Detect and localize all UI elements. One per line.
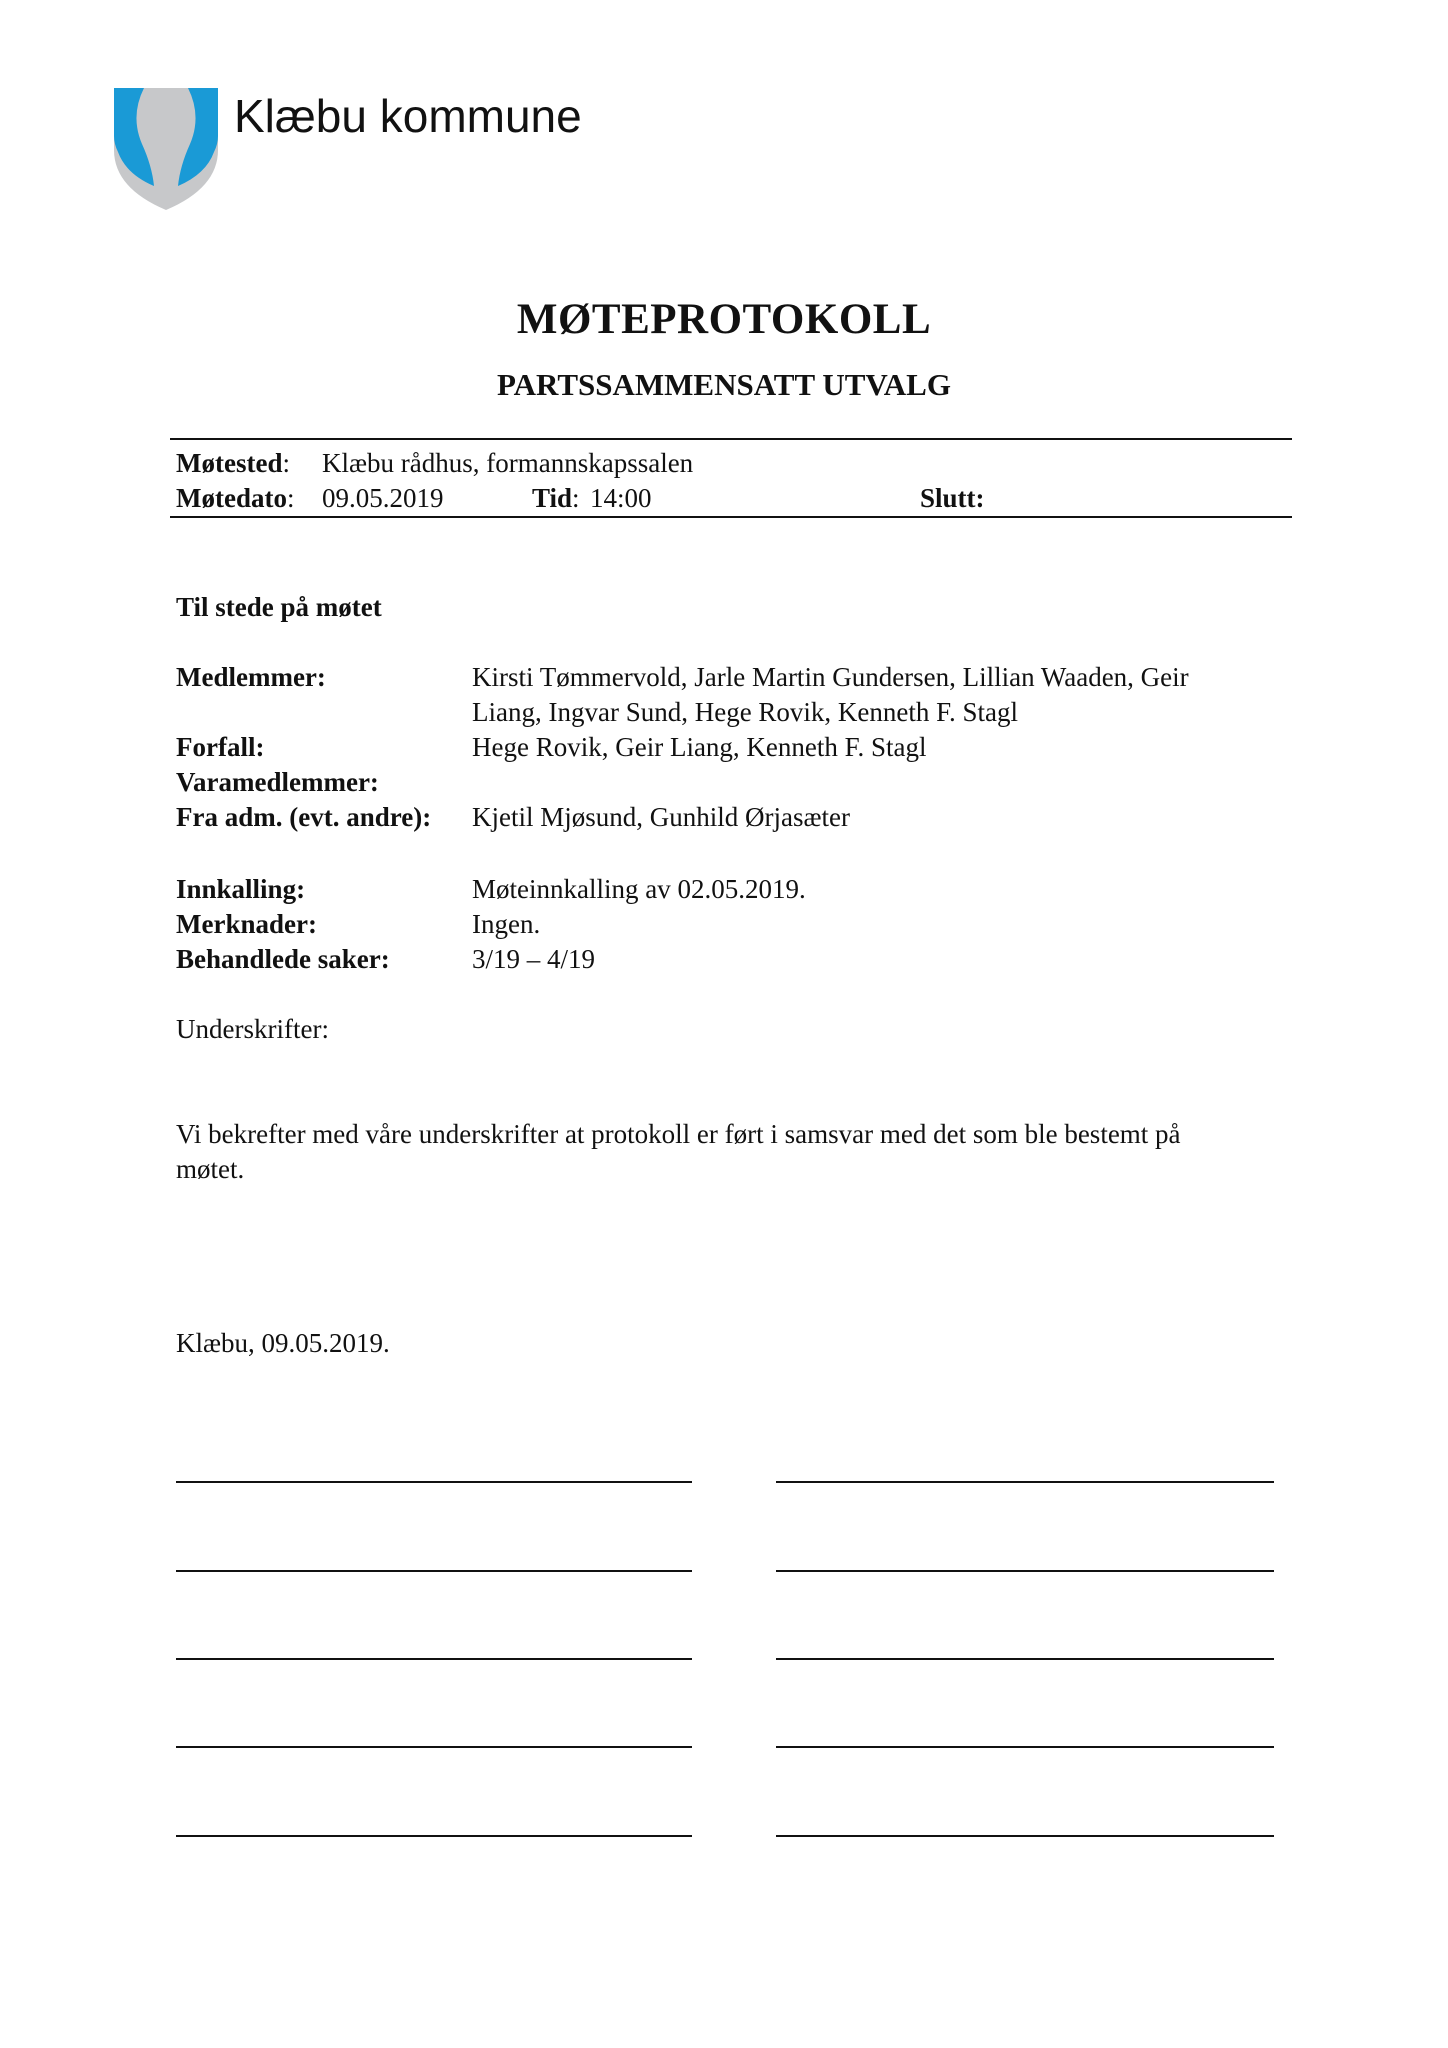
signature-line <box>776 1746 1274 1748</box>
substitutes-label: Varamedlemmer: <box>176 767 379 797</box>
document-subtitle: PARTSSAMMENSATT UTVALG <box>497 367 951 402</box>
cases-label: Behandlede saker: <box>176 944 390 974</box>
meeting-time-value: 14:00 <box>590 483 652 513</box>
substitutes-value <box>472 765 1286 800</box>
members-line-2: Liang, Ingvar Sund, Hege Rovik, Kenneth F. Stagl <box>472 697 1019 727</box>
meeting-date-label: Møtedato: <box>176 483 295 513</box>
admin-row <box>176 800 1286 835</box>
signature-line <box>176 1658 692 1660</box>
signature-line <box>776 1658 1274 1660</box>
confirmation-text <box>176 1117 1286 1187</box>
members-label: Medlemmer: <box>176 662 326 692</box>
cases-value: 3/19 – 4/19 <box>472 944 596 974</box>
admin-label: Fra adm. (evt. andre): <box>176 802 432 832</box>
signature-line <box>176 1481 692 1483</box>
notice-row <box>176 872 1286 907</box>
document-title: MØTEPROTOKOLL <box>516 296 932 343</box>
signature-line <box>776 1481 1274 1483</box>
confirmation-line-2: møtet. <box>176 1154 245 1184</box>
meeting-end-label: Slutt: <box>920 483 985 513</box>
confirmation-line-1: Vi bekrefter med våre underskrifter at protokoll er ført i samsvar med det som ble bestemt på <box>176 1119 1181 1149</box>
signature-line <box>176 1746 692 1748</box>
bottom-rule <box>170 516 1292 518</box>
attendance-list <box>176 660 1286 835</box>
remarks-label: Merknader: <box>176 909 317 939</box>
absent-row <box>176 730 1286 765</box>
meeting-date-value: 09.05.2019 <box>322 483 444 513</box>
admin-value: Kjetil Mjøsund, Gunhild Ørjasæter <box>472 802 850 832</box>
meeting-place-label: Møtested: <box>176 448 290 478</box>
signature-line <box>176 1570 692 1572</box>
signature-line <box>776 1570 1274 1572</box>
meeting-date-row <box>176 481 1286 516</box>
place-date: Klæbu, 09.05.2019. <box>176 1328 390 1358</box>
organization-name: Klæbu kommune <box>234 90 582 142</box>
notice-label: Innkalling: <box>176 874 306 904</box>
meeting-time-label: Tid: <box>532 483 580 513</box>
signature-line <box>776 1835 1274 1837</box>
meeting-info <box>176 446 1286 516</box>
members-row <box>176 660 1286 730</box>
absent-label: Forfall: <box>176 732 265 762</box>
signature-line <box>176 1835 692 1837</box>
meeting-place-value: Klæbu rådhus, formannskapssalen <box>322 448 694 478</box>
meeting-place-row <box>176 446 1286 481</box>
top-rule <box>170 438 1292 440</box>
signatures-heading: Underskrifter: <box>176 1014 329 1044</box>
municipal-shield-icon <box>112 86 220 212</box>
remarks-row <box>176 907 1286 942</box>
substitutes-row <box>176 765 1286 800</box>
cases-row <box>176 942 1286 977</box>
absent-value: Hege Rovik, Geir Liang, Kenneth F. Stagl <box>472 732 927 762</box>
members-value <box>472 660 1286 730</box>
meeting-details <box>176 872 1286 977</box>
notice-value: Møteinnkalling av 02.05.2019. <box>472 874 806 904</box>
members-line-1: Kirsti Tømmervold, Jarle Martin Gundersen, Lillian Waaden, Geir <box>472 662 1189 692</box>
attendance-heading: Til stede på møtet <box>176 592 382 622</box>
remarks-value: Ingen. <box>472 909 541 939</box>
